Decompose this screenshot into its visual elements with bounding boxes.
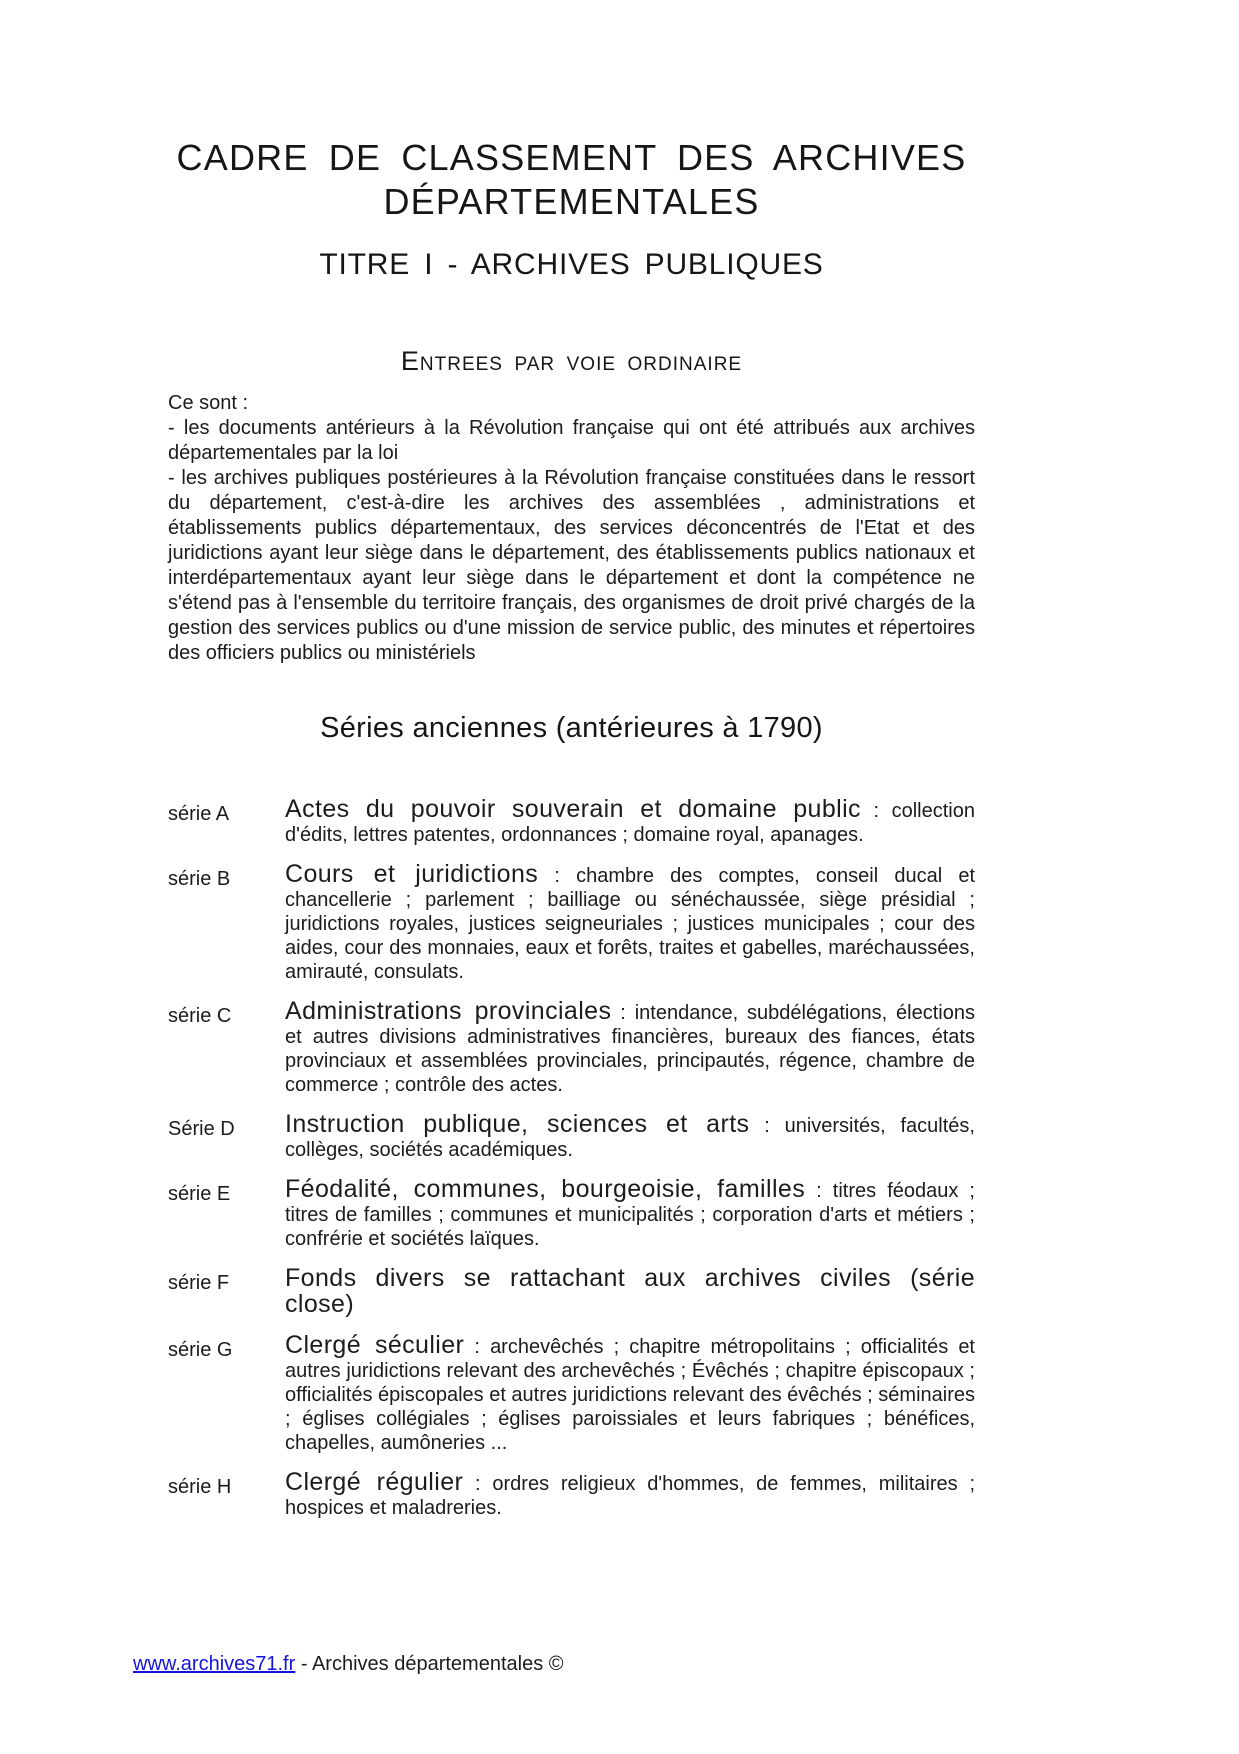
series-detail: : collection d'édits, lettres patentes, ordonnances ; domaine royal, apanages. (285, 799, 975, 846)
series-label: série H (168, 1475, 232, 1498)
series-row-a (168, 794, 975, 847)
document-title (168, 136, 975, 224)
series-row-f (168, 1263, 975, 1318)
document-title-line2: DÉPARTEMENTALES (383, 180, 760, 222)
series-title: Féodalité, communes, bourgeoisie, familles (285, 1174, 806, 1203)
series-detail: : chambre des comptes, conseil ducal et chancellerie ; parlement ; bailliage ou sénéchaussée, siège présidial ; juridictions royales, justices seigneuriales ; justices municipales ; cour des aides, cour des monnaies, eaux et forêts, traites et gabelles, maréchaussées, amirauté, consulats. (285, 864, 976, 983)
intro-paragraph (168, 391, 975, 666)
series-title: Clergé séculier (285, 1330, 465, 1359)
series-detail: : archevêchés ; chapitre métropolitains ; officialités et autres juridictions relevant des archevêchés ; Évêchés ; chapitre épiscopaux ; officialités épiscopales et autres juridictions relevant des évêchés ; séminaires ; églises collégiales ; églises paroissiales et leurs fabriques ; bénéfices, chapelles, aumôneries ... (285, 1335, 975, 1454)
document-title-line1: CADRE DE CLASSEMENT DES ARCHIVES (176, 137, 967, 178)
series-detail: : intendance, subdélégations, élections et autres divisions administratives financières, bureaux des fiances, états provinciaux et assemblées provinciales, principautés, régence, chambre de commerce ; contrôle des actes. (285, 1001, 975, 1096)
footer-text: - Archives départementales © (300, 1653, 564, 1675)
series-detail: : ordres religieux d'hommes, de femmes, militaires ; hospices et maladreries. (285, 1472, 975, 1519)
series-label: série F (168, 1271, 230, 1294)
series-row-b (168, 859, 976, 984)
document-subtitle: TITRE I - ARCHIVES PUBLIQUES (319, 247, 824, 281)
series-title: Cours et juridictions (285, 859, 539, 888)
series-title: Instruction publique, sciences et arts (285, 1109, 750, 1138)
series-row-g (168, 1330, 975, 1455)
series-row-h (168, 1467, 975, 1520)
intro-item-2: - les archives publiques postérieures à la Révolution française constituées dans le ressort du département, c'est-à-dire les archives des assemblées , administrations et établissements publics départementaux, des services déconcentrés de l'Etat et des juridictions ayant leur siège dans le département, des établissements publics nationaux et interdépartementaux ayant leur siège dans le département et dont la compétence ne s'étend pas à l'ensemble du territoire français, des organismes de droit privé chargés de la gestion des services publics ou d'une mission de service public, des minutes et répertoires des officiers publics ou ministériels (168, 466, 975, 664)
series-title: Fonds divers se rattachant aux archives civiles (série close) (285, 1263, 975, 1318)
series-title: Clergé régulier (285, 1467, 464, 1496)
series-detail: : universités, facultés, collèges, sociétés académiques. (285, 1114, 975, 1161)
series-row-c (168, 996, 975, 1097)
section-heading-entrees: Entrees par voie ordinaire (400, 345, 743, 376)
series-title: Administrations provinciales (285, 996, 612, 1025)
series-row-e (168, 1174, 975, 1251)
footer-link[interactable]: www.archives71.fr (133, 1653, 296, 1675)
series-detail: : titres féodaux ; titres de familles ; communes et municipalités ; corporation d'arts et métiers ; confrérie et sociétés laïques. (285, 1179, 975, 1250)
series-label: série B (168, 867, 231, 890)
intro-lead: Ce sont : (168, 391, 249, 414)
series-label: série C (168, 1004, 232, 1027)
series-label: série E (168, 1182, 231, 1205)
series-row-d (168, 1109, 975, 1162)
series-label: Série D (168, 1117, 235, 1140)
series-list (168, 794, 976, 1520)
series-label: série G (168, 1338, 233, 1361)
intro-item-1: - les documents antérieurs à la Révolution française qui ont été attribués aux archives départementales par la loi (168, 416, 975, 464)
series-label: série A (168, 802, 230, 825)
page-footer (133, 1653, 563, 1676)
series-title: Actes du pouvoir souverain et domaine public (285, 794, 861, 823)
series-heading: Séries anciennes (antérieures à 1790) (320, 711, 823, 744)
